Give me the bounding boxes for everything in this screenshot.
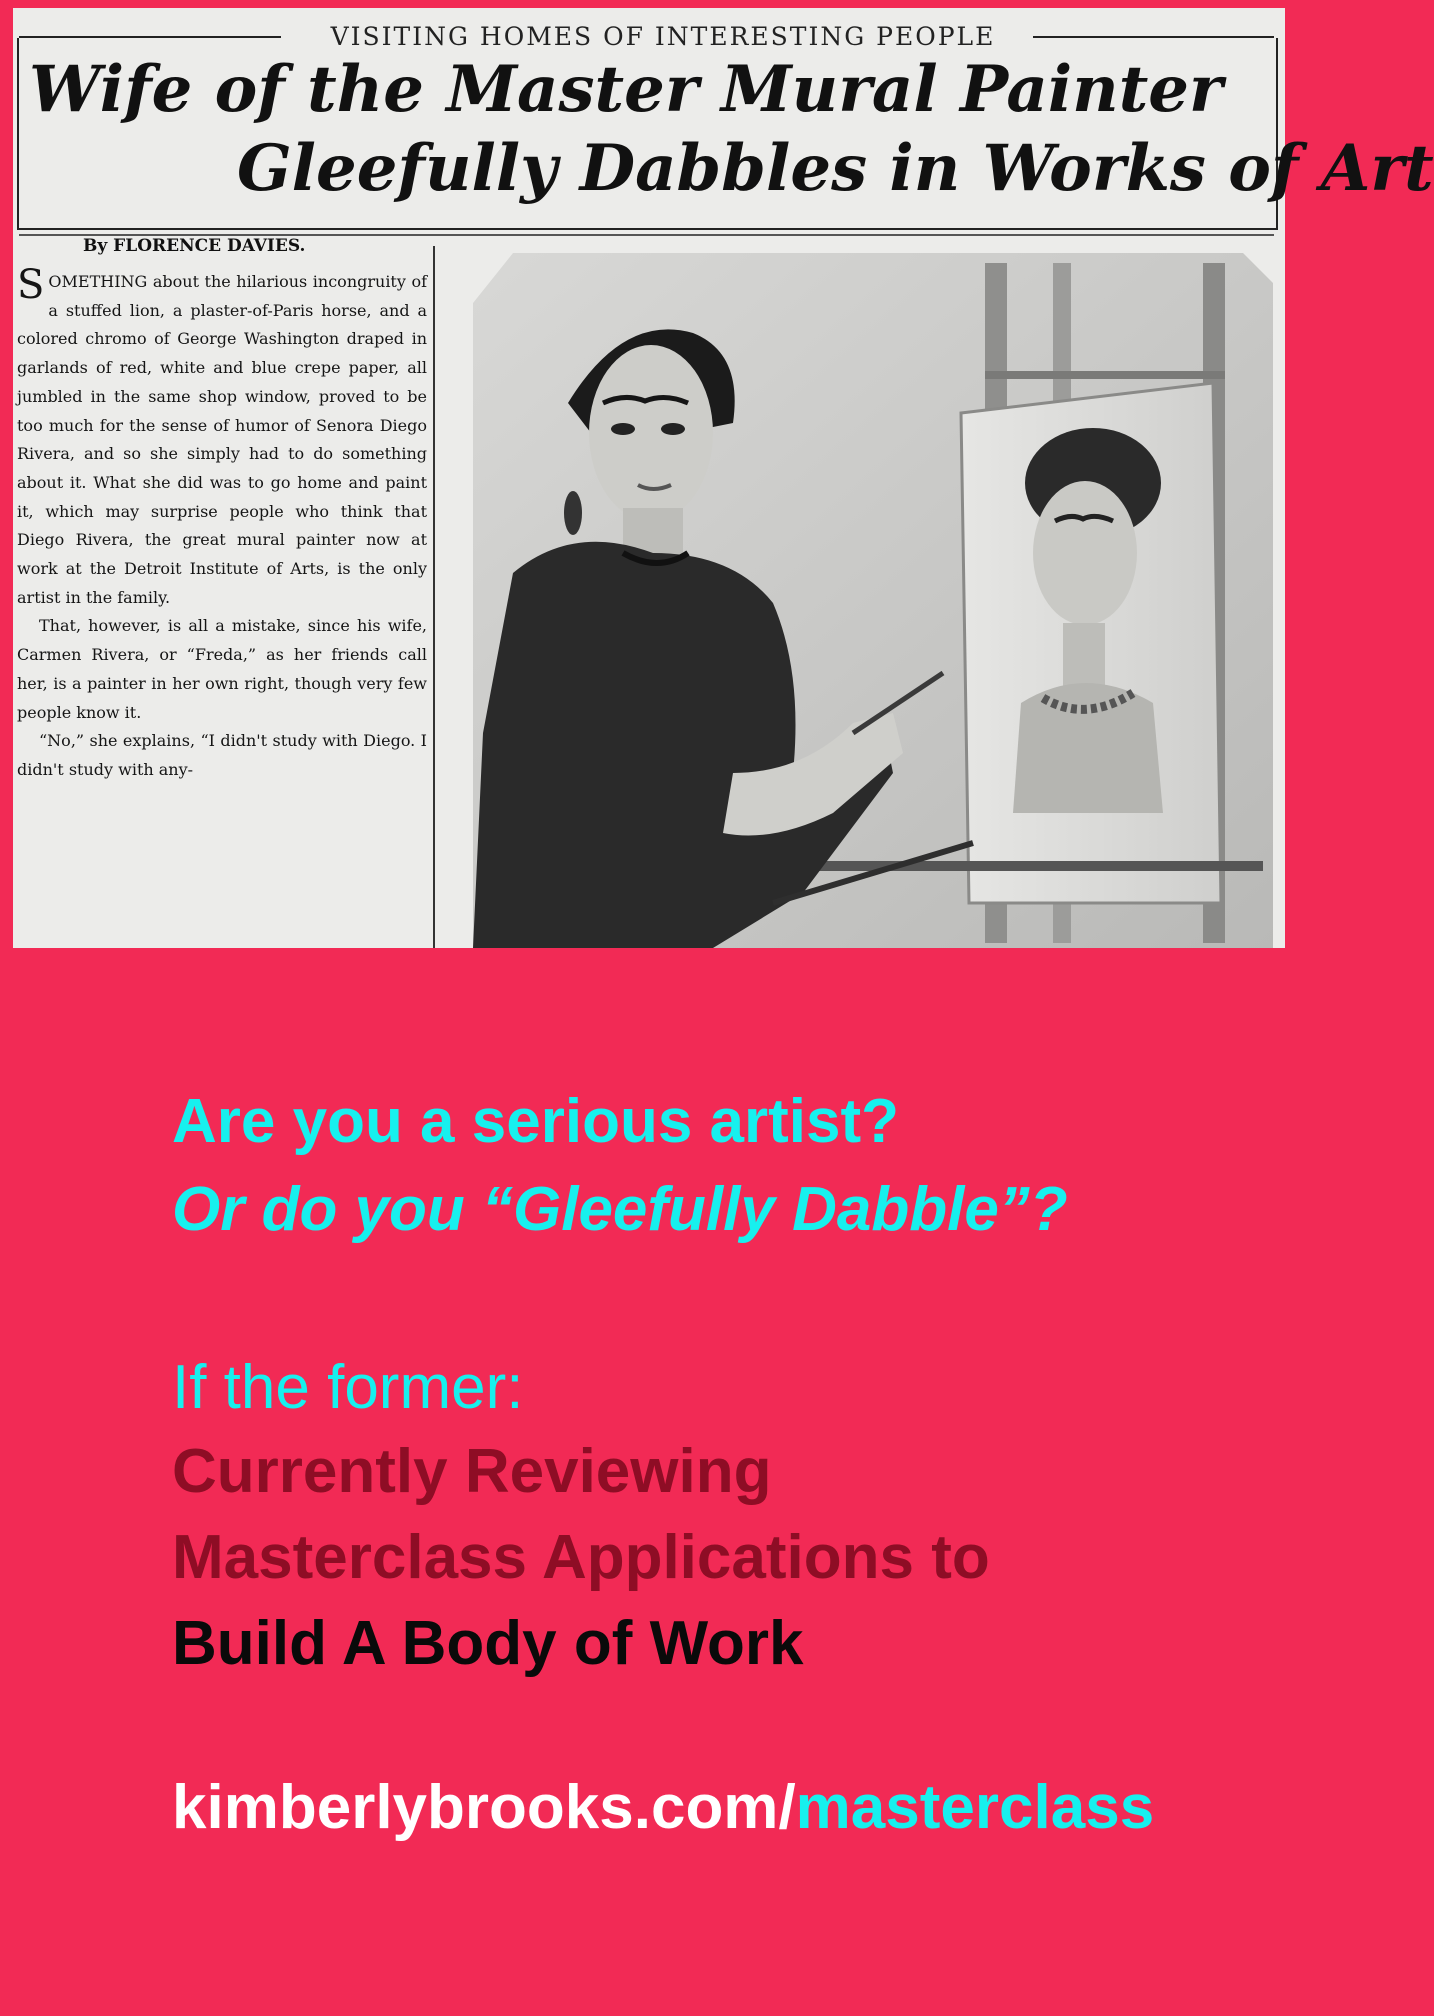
promo-url-base[interactable]: kimberlybrooks.com/ (172, 1773, 796, 1842)
newspaper-clipping-image (13, 8, 1434, 948)
article-paragraph-2: That, however, is all a mistake, since his wife, Carmen Rivera, or “Freda,” as her friends call her, is a painter in her own right, though very few people know it. (17, 616, 427, 722)
promo-question-dabble: Or do you “Gleefully Dabble”? (172, 1175, 1068, 1244)
promo-question-serious: Are you a serious artist? (172, 1087, 900, 1156)
promo-currently-reviewing: Currently Reviewing (172, 1437, 772, 1506)
promo-masterclass-applications: Masterclass Applications to (172, 1523, 990, 1592)
promo-url-link[interactable] (172, 1772, 1154, 1843)
article-dropcap: S (17, 262, 45, 308)
clipping-headline-line2: Gleefully Dabbles in Works of Art (237, 131, 1434, 206)
promo-url-path[interactable]: masterclass (795, 1773, 1155, 1842)
article-paragraph-1 (17, 262, 427, 612)
promo-build-body-of-work: Build A Body of Work (172, 1609, 804, 1678)
clipping-kicker: VISITING HOMES OF INTERESTING PEOPLE (330, 22, 996, 51)
clipping-headline-line1: Wife of the Master Mural Painter (29, 52, 1223, 127)
promo-if-former: If the former: (172, 1353, 524, 1422)
article-paragraph-1-text: OMETHING about the hilarious incongruity of a stuffed lion, a plaster-of-Paris horse, and a colored chromo of George Washington draped in garlands of red, white and blue crepe paper, all jumbled in the same shop window, proved to be too much for the sense of humor of Senora Diego Rivera, and so she simply had to do something about it. What she did was to go home and paint it, which may surprise people who think that Diego Rivera, the great mural painter now at work at the Detroit Institute of Arts, is the only artist in the family. (17, 272, 427, 607)
column-rule (433, 246, 435, 948)
clipping-byline: By FLORENCE DAVIES. (83, 236, 306, 256)
portrait-photo (473, 253, 1273, 948)
clipping-article (17, 262, 427, 785)
article-paragraph-3: “No,” she explains, “I didn't study with Diego. I didn't study with any- (17, 731, 427, 779)
